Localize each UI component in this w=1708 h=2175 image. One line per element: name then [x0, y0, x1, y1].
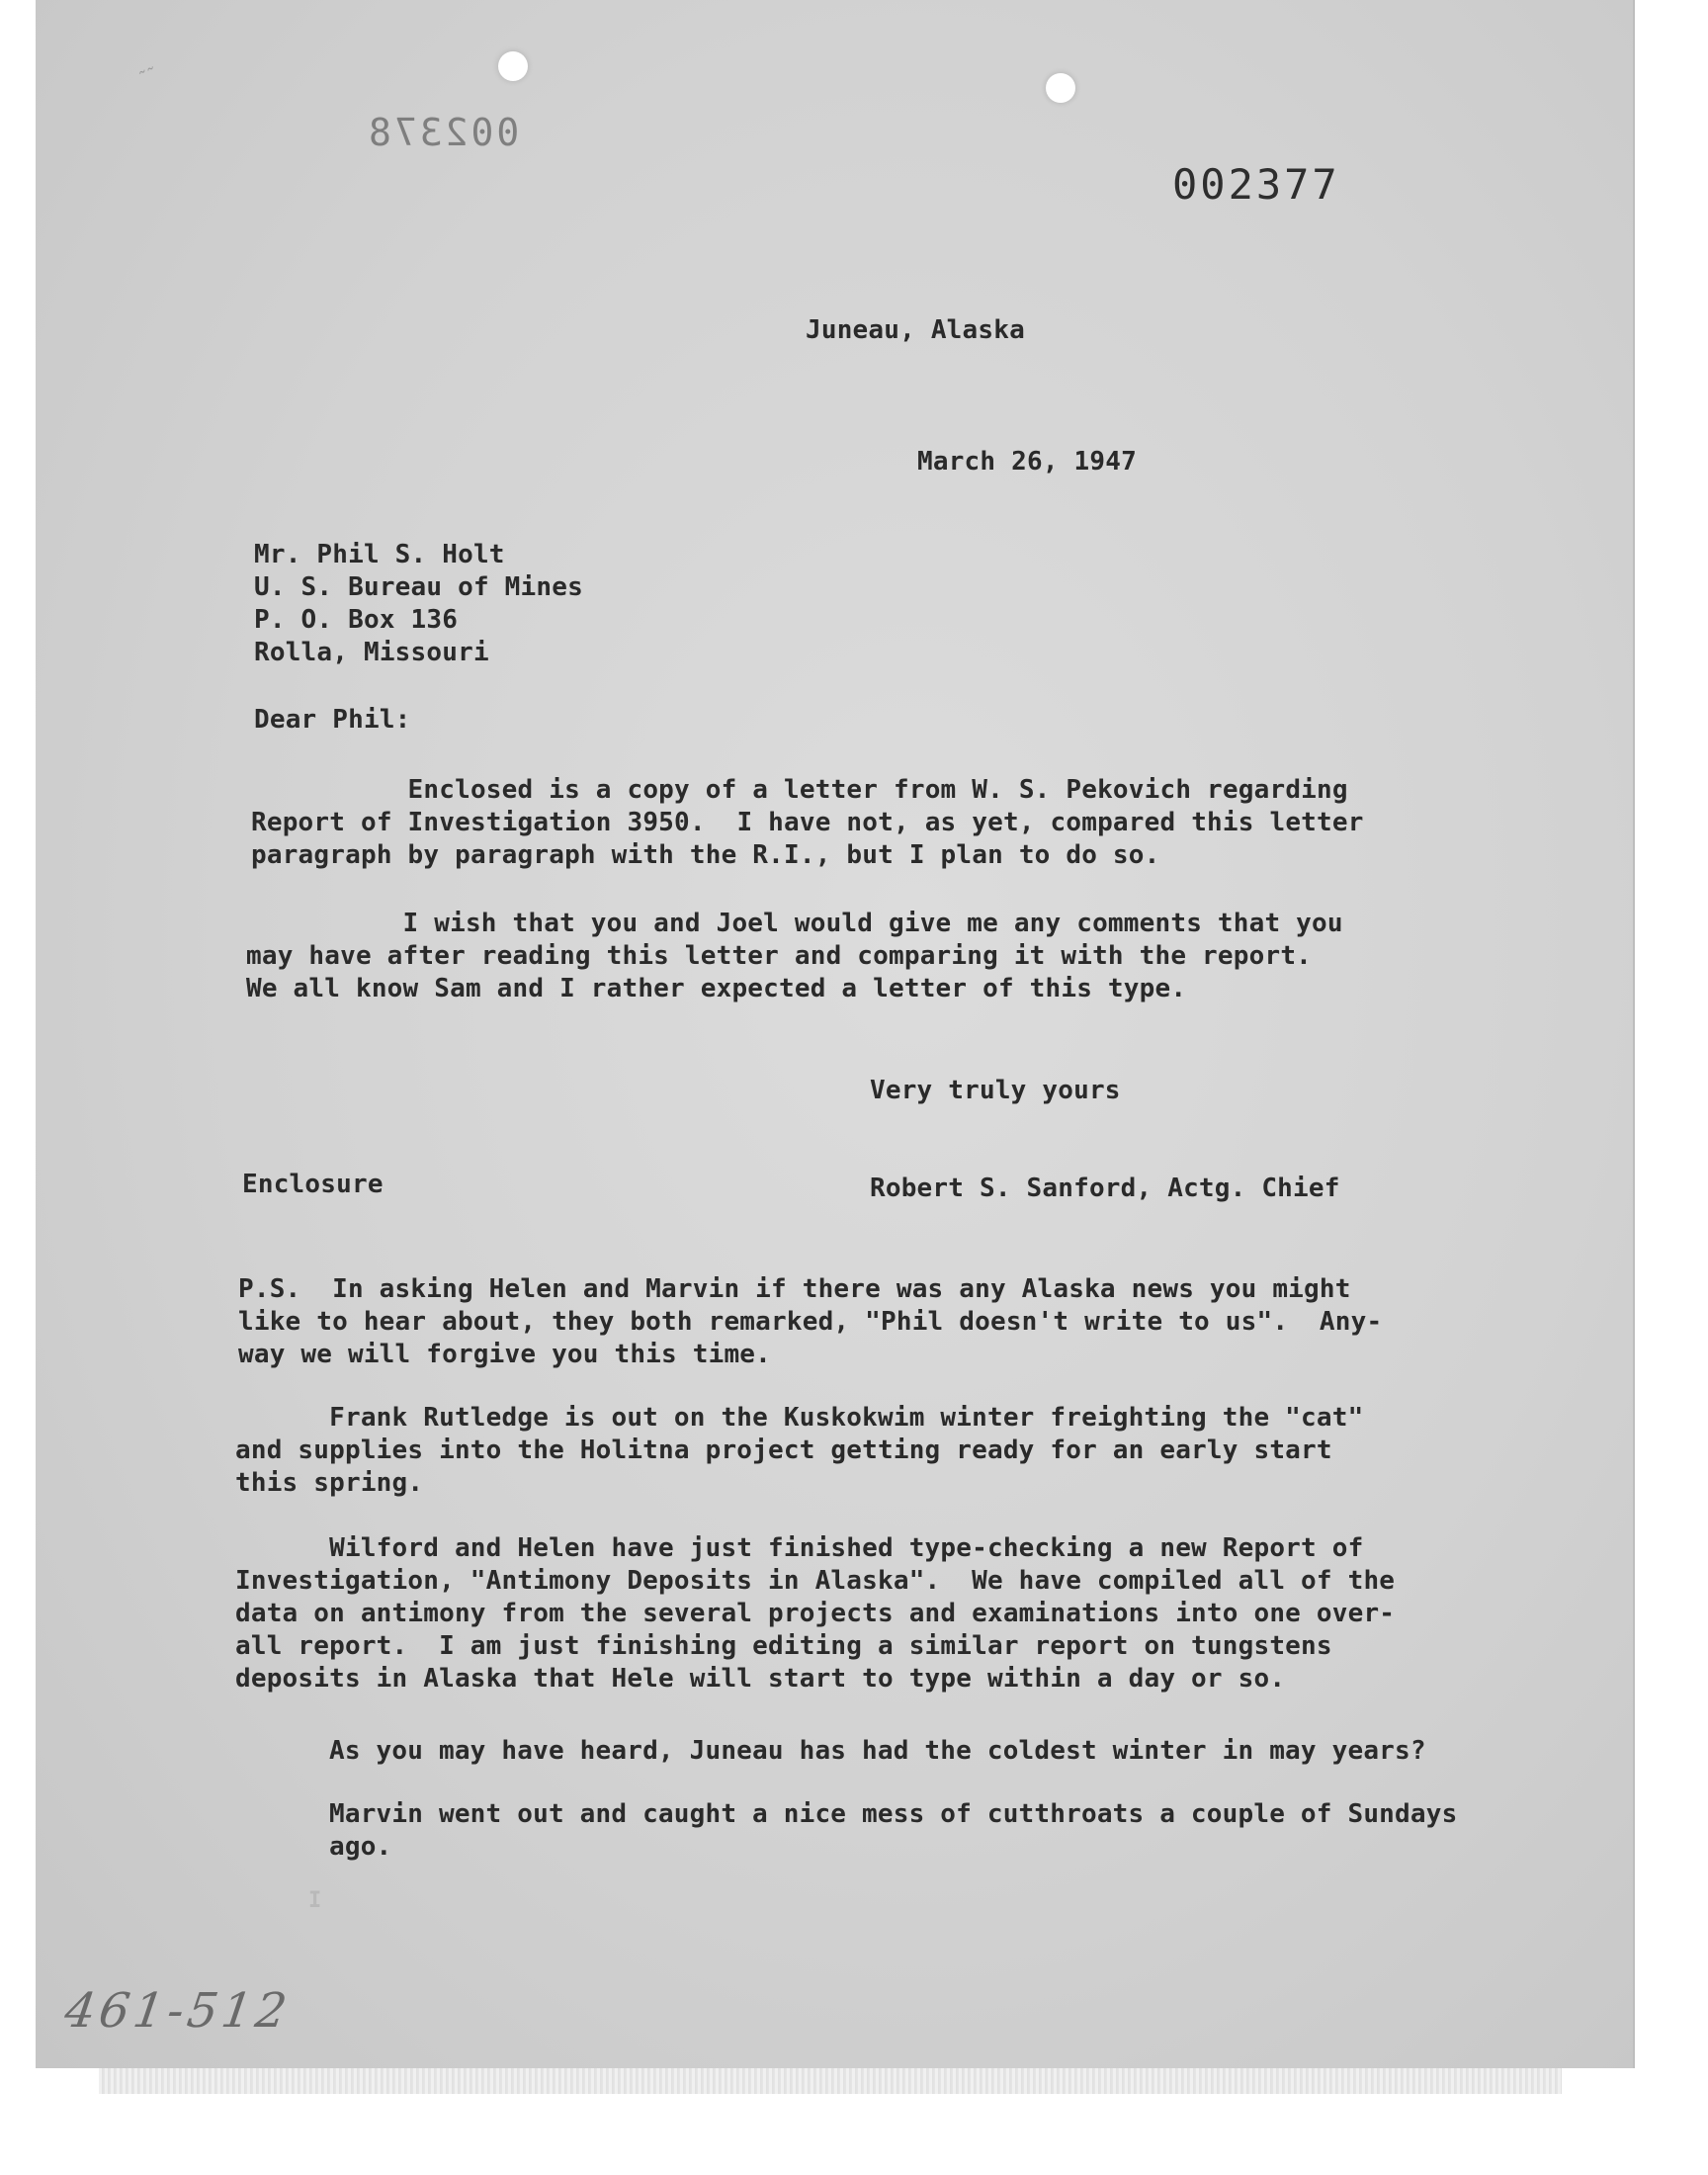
- handwritten-note: 461-512: [61, 1983, 295, 2039]
- closing: Very truly yours: [870, 1076, 1121, 1105]
- scan-edge-strip: [99, 2068, 1562, 2094]
- signature-line: Robert S. Sanford, Actg. Chief: [870, 1174, 1340, 1203]
- document-number-bleedthrough: 002378: [366, 111, 520, 154]
- postscript-paragraph-1: P.S. In asking Helen and Marvin if there was any Alaska news you might like to hear about, they both remarked, "Phil doesn't write to us". Any- way we will forgive you this time.: [238, 1274, 1383, 1369]
- punch-hole-left: [498, 51, 528, 81]
- salutation: Dear Phil:: [254, 705, 411, 735]
- enclosure-note: Enclosure: [242, 1170, 384, 1199]
- body-paragraph-2: I wish that you and Joel would give me any comments that you may have after reading this letter and comparing it with the report. We all know Sam and I rather expected a letter of this type.: [246, 909, 1343, 1003]
- document-number: 002377: [1172, 160, 1340, 209]
- letter-place: Juneau, Alaska: [806, 315, 1025, 345]
- body-paragraph-1: Enclosed is a copy of a letter from W. S. Pekovich regarding Report of Investigation 3950. I have not, as yet, compared this letter paragraph by paragraph with the R.I., but I plan to do so.: [251, 775, 1364, 870]
- postscript-paragraph-2: Frank Rutledge is out on the Kuskokwim winter freighting the "cat" and supplies into the Holitna project getting ready for an early start this spring.: [235, 1403, 1364, 1498]
- recipient-address: Mr. Phil S. Holt U. S. Bureau of Mines P. O. Box 136 Rolla, Missouri: [254, 540, 583, 667]
- margin-scribble: ˜˜: [134, 64, 160, 91]
- faint-mark: I: [308, 1888, 322, 1913]
- letter-date: March 26, 1947: [917, 447, 1137, 477]
- postscript-paragraph-4: As you may have heard, Juneau has had the coldest winter in may years?: [329, 1736, 1426, 1766]
- punch-hole-right: [1046, 73, 1075, 103]
- postscript-paragraph-3: Wilford and Helen have just finished type-checking a new Report of Investigation, "Antimony Deposits in Alaska". We have compiled all of the data on antimony from the several projects and examinations into one over- all report. I am just finishing editing a similar report on tungstens deposits in Alaska that Hele will start to type within a day or so.: [235, 1533, 1396, 1694]
- postscript-paragraph-5: Marvin went out and caught a nice mess of cutthroats a couple of Sundays ago.: [329, 1799, 1458, 1862]
